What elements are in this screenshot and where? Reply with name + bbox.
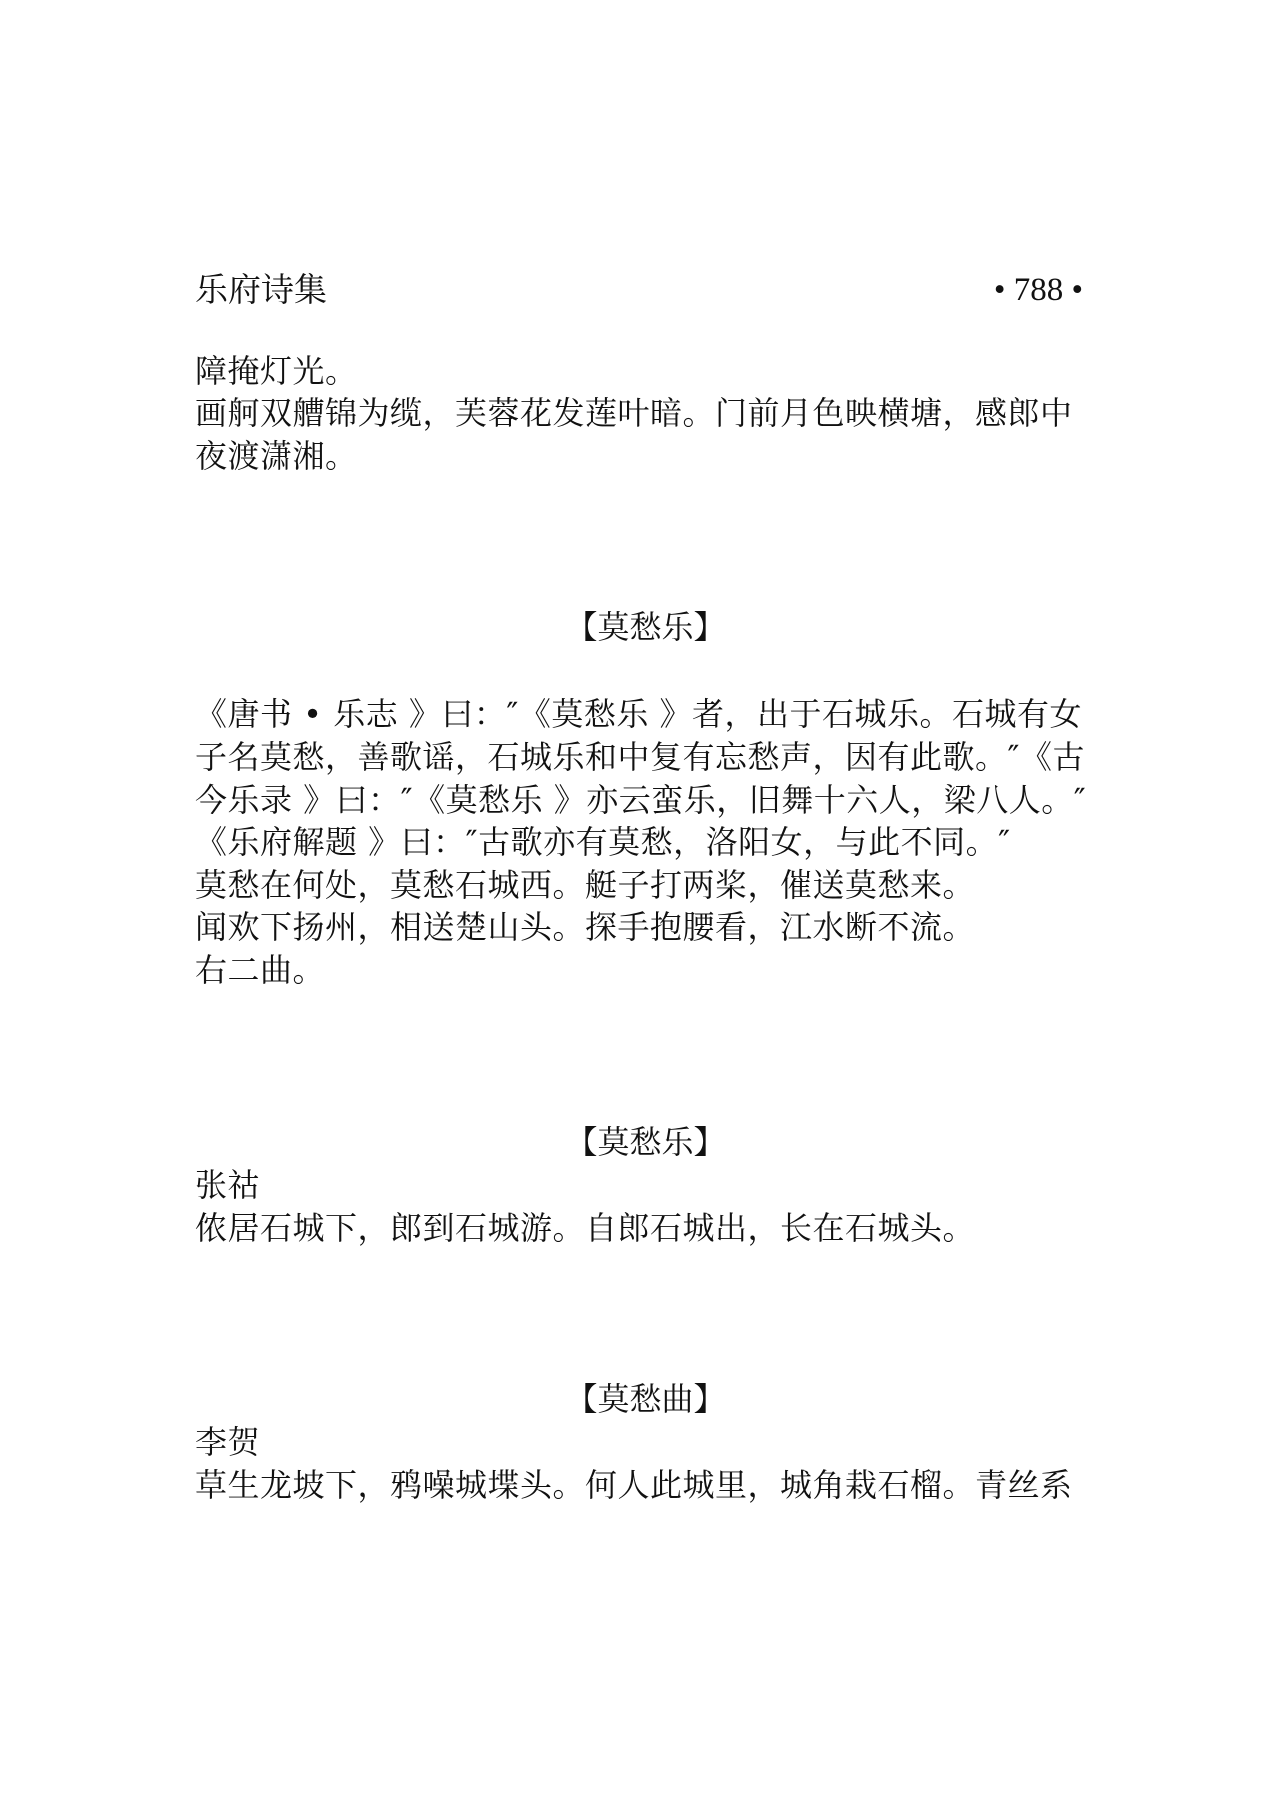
page-number: • 788 • xyxy=(993,272,1083,308)
poem-line: 莫愁在何处，莫愁石城西。艇子打两桨，催送莫愁来。 xyxy=(195,866,976,904)
poem-line: 侬居石城下，郎到石城游。自郎石城出，长在石城头。 xyxy=(195,1209,976,1247)
body-line: 《唐书 • 乐志 》曰：″《莫愁乐 》者，出于石城乐。石城有女 xyxy=(195,695,1083,733)
poem-line: 闻欢下扬州，相送楚山头。探手抱腰看，江水断不流。 xyxy=(195,908,976,946)
continuation-line: 障掩灯光。 xyxy=(195,352,358,390)
poem-note: 右二曲。 xyxy=(195,951,326,989)
section-heading: 【莫愁乐】 xyxy=(565,1123,726,1161)
section-heading: 【莫愁曲】 xyxy=(565,1380,726,1418)
continuation-line: 夜渡潇湘。 xyxy=(195,437,358,475)
page-header xyxy=(195,268,1083,312)
author-name: 张祜 xyxy=(195,1166,261,1204)
body-line: 子名莫愁，善歌谣，石城乐和中复有忘愁声，因有此歌。″《古 xyxy=(195,738,1085,776)
section-heading: 【莫愁乐】 xyxy=(565,608,726,646)
body-line: 《乐府解题 》曰：″古歌亦有莫愁，洛阳女，与此不同。″ xyxy=(195,823,1011,861)
continuation-line: 画舸双艚锦为缆，芙蓉花发莲叶暗。门前月色映横塘，感郎中 xyxy=(195,394,1073,432)
author-name: 李贺 xyxy=(195,1423,261,1461)
book-title: 乐府诗集 xyxy=(195,270,327,309)
body-line: 今乐录 》曰：″《莫愁乐 》亦云蛮乐，旧舞十六人，梁八人。″ xyxy=(195,781,1087,819)
poem-line: 草生龙坡下，鸦噪城堞头。何人此城里，城角栽石榴。青丝系 xyxy=(195,1466,1073,1504)
